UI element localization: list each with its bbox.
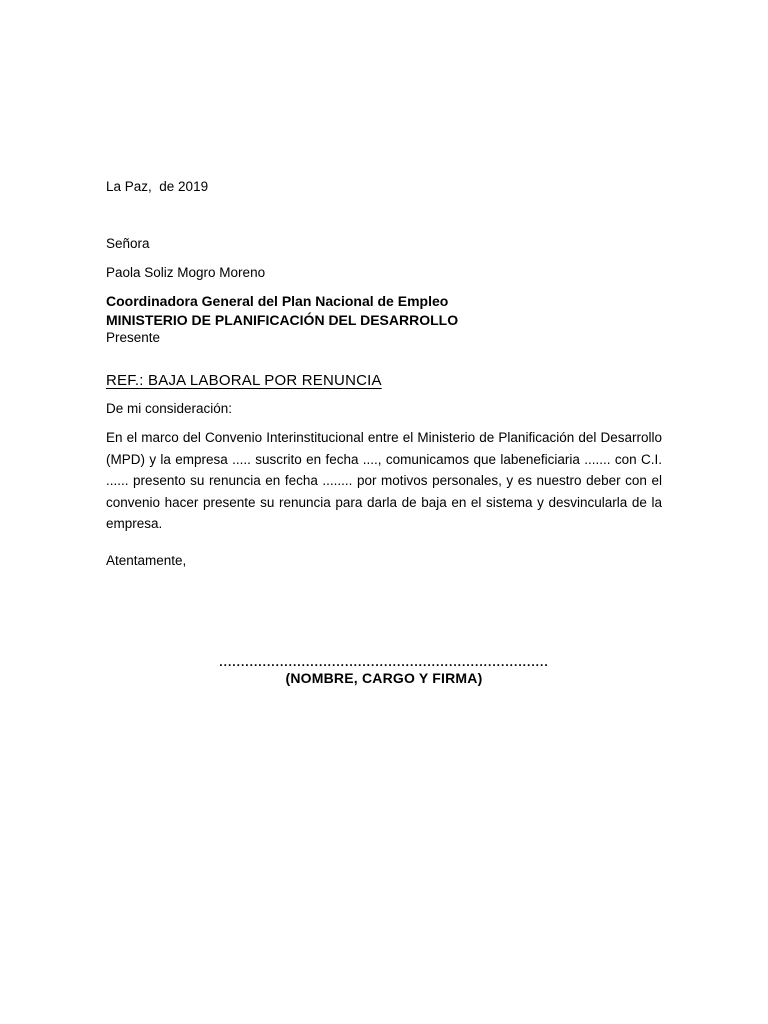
- signature-caption: (NOMBRE, CARGO Y FIRMA): [285, 670, 483, 686]
- date-line: La Paz, de 2019: [106, 179, 209, 194]
- recipient-title: Coordinadora General del Plan Nacional de Empleo: [106, 293, 449, 309]
- signature-dotted-line: ............................................................................: [219, 655, 549, 669]
- closing-line: Atentamente,: [106, 552, 187, 568]
- body-paragraph: En el marco del Convenio Interinstitucional entre el Ministerio de Planificación del Desarrollo (MPD) y la empresa ..... suscrito en fecha ...., comunicamos que labeneficiaria ....... con C.I. ...... presento su renuncia en fecha ........ por motivos personales, y es nuestro deber con el convenio hacer presente su renuncia para darla de baja en el sistema y desvincularla de la empresa.: [106, 430, 662, 531]
- recipient-organization: MINISTERIO DE PLANIFICACIÓN DEL DESARROLLO: [106, 312, 459, 328]
- reference-line: REF.: BAJA LABORAL POR RENUNCIA: [106, 372, 382, 389]
- presente-line: Presente: [106, 330, 161, 345]
- salutation: Señora: [106, 236, 150, 251]
- signature-block: [0, 655, 768, 687]
- recipient-name: Paola Soliz Mogro Moreno: [106, 265, 266, 280]
- greeting-line: De mi consideración:: [106, 401, 233, 416]
- letter-content: [106, 178, 662, 570]
